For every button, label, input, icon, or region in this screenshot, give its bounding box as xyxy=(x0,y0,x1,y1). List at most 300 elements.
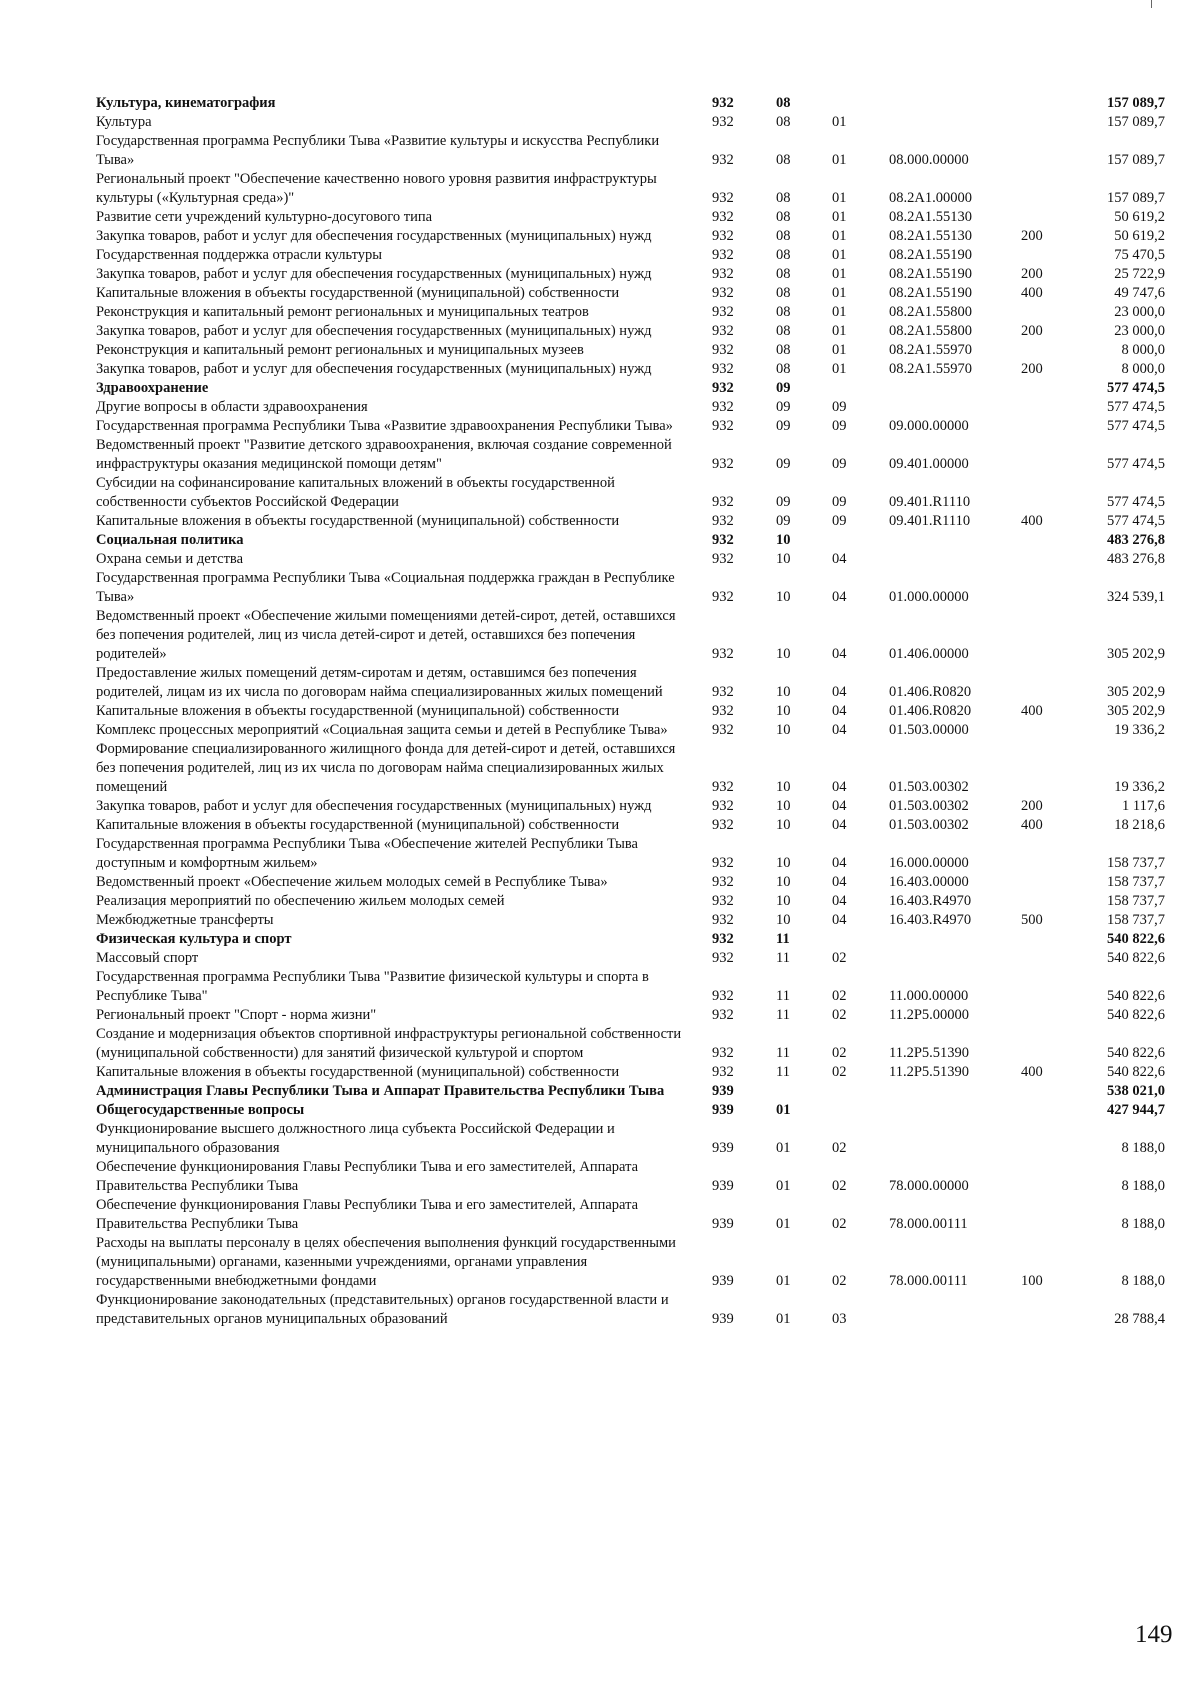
admin-code: 932 xyxy=(712,399,734,415)
table-row xyxy=(0,569,1200,607)
admin-code: 932 xyxy=(712,209,734,225)
admin-code: 939 xyxy=(712,1083,734,1099)
section-code: 01 xyxy=(776,1311,791,1327)
amount: 19 336,2 xyxy=(1114,722,1165,738)
admin-code: 932 xyxy=(712,304,734,320)
expense-type-code: 200 xyxy=(1021,228,1043,244)
row-name: Закупка товаров, работ и услуг для обеспечения государственных (муниципальных) нужд xyxy=(96,228,652,244)
section-code: 11 xyxy=(776,988,790,1004)
table-row xyxy=(0,873,1200,892)
row-name: Ведомственный проект «Обеспечение жилыми помещениями детей-сирот, детей, оставшихся без попечения родителей, лиц из числа детей-сирот и детей, оставшихся без попечения родителей» xyxy=(96,608,676,662)
amount: 49 747,6 xyxy=(1114,285,1165,301)
subsection-code: 02 xyxy=(832,1045,847,1061)
section-code: 01 xyxy=(776,1140,791,1156)
row-name: Культура xyxy=(96,114,152,130)
admin-code: 932 xyxy=(712,342,734,358)
section-code: 11 xyxy=(776,1064,790,1080)
subsection-code: 01 xyxy=(832,247,847,263)
target-article-code: 01.503.00000 xyxy=(889,722,969,738)
admin-code: 932 xyxy=(712,855,734,871)
admin-code: 932 xyxy=(712,285,734,301)
target-article-code: 09.401.R1110 xyxy=(889,494,971,510)
amount: 483 276,8 xyxy=(1107,551,1165,567)
section-code: 08 xyxy=(776,361,791,377)
amount: 8 188,0 xyxy=(1121,1216,1165,1232)
subsection-code: 01 xyxy=(832,323,847,339)
row-name: Другие вопросы в области здравоохранения xyxy=(96,399,368,415)
table-row xyxy=(0,797,1200,816)
section-code: 09 xyxy=(776,399,791,415)
target-article-code: 08.2A1.00000 xyxy=(889,190,972,206)
subsection-code: 01 xyxy=(832,361,847,377)
target-article-code: 78.000.00111 xyxy=(889,1216,968,1232)
section-code: 08 xyxy=(776,342,791,358)
target-article-code: 09.401.R1110 xyxy=(889,513,971,529)
section-code: 08 xyxy=(776,190,791,206)
subsection-code: 09 xyxy=(832,399,847,415)
target-article-code: 01.503.00302 xyxy=(889,798,969,814)
row-name: Капитальные вложения в объекты государственной (муниципальной) собственности xyxy=(96,513,620,529)
table-row xyxy=(0,170,1200,208)
admin-code: 932 xyxy=(712,247,734,263)
admin-code: 939 xyxy=(712,1273,734,1289)
admin-code: 932 xyxy=(712,950,734,966)
section-code: 10 xyxy=(776,551,791,567)
admin-code: 932 xyxy=(712,988,734,1004)
row-name: Социальная политика xyxy=(96,532,244,548)
expense-type-code: 200 xyxy=(1021,798,1043,814)
row-name: Охрана семьи и детства xyxy=(96,551,244,567)
subsection-code: 04 xyxy=(832,893,847,909)
subsection-code: 01 xyxy=(832,190,847,206)
row-name: Функционирование законодательных (представительных) органов государственной власти и представительных органов муниципальных образований xyxy=(96,1292,669,1327)
subsection-code: 04 xyxy=(832,722,847,738)
subsection-code: 01 xyxy=(832,285,847,301)
section-code: 10 xyxy=(776,855,791,871)
expense-type-code: 200 xyxy=(1021,323,1043,339)
row-name: Межбюджетные трансферты xyxy=(96,912,274,928)
subsection-code: 09 xyxy=(832,494,847,510)
admin-code: 932 xyxy=(712,722,734,738)
table-row xyxy=(0,835,1200,873)
expense-type-code: 200 xyxy=(1021,266,1043,282)
target-article-code: 11.000.00000 xyxy=(889,988,969,1004)
target-article-code: 16.000.00000 xyxy=(889,855,969,871)
table-row xyxy=(0,227,1200,246)
table-row xyxy=(0,1120,1200,1158)
admin-code: 932 xyxy=(712,551,734,567)
amount: 540 822,6 xyxy=(1107,988,1165,1004)
amount: 157 089,7 xyxy=(1107,114,1165,130)
subsection-code: 04 xyxy=(832,798,847,814)
subsection-code: 01 xyxy=(832,114,847,130)
row-name: Закупка товаров, работ и услуг для обеспечения государственных (муниципальных) нужд xyxy=(96,323,652,339)
admin-code: 932 xyxy=(712,228,734,244)
amount: 75 470,5 xyxy=(1114,247,1165,263)
subsection-code: 04 xyxy=(832,912,847,928)
target-article-code: 01.503.00302 xyxy=(889,779,969,795)
admin-code: 932 xyxy=(712,95,734,111)
section-code: 08 xyxy=(776,285,791,301)
expense-type-code: 200 xyxy=(1021,361,1043,377)
section-code: 08 xyxy=(776,247,791,263)
section-code: 08 xyxy=(776,152,791,168)
row-name: Закупка товаров, работ и услуг для обеспечения государственных (муниципальных) нужд xyxy=(96,361,652,377)
subsection-code: 04 xyxy=(832,551,847,567)
subsection-code: 01 xyxy=(832,342,847,358)
table-row xyxy=(0,303,1200,322)
section-code: 08 xyxy=(776,304,791,320)
row-name: Субсидии на софинансирование капитальных вложений в объекты государственной собственности субъектов Российской Федерации xyxy=(96,475,615,510)
subsection-code: 09 xyxy=(832,418,847,434)
amount: 577 474,5 xyxy=(1107,380,1165,396)
table-row xyxy=(0,474,1200,512)
amount: 427 944,7 xyxy=(1107,1102,1165,1118)
table-row xyxy=(0,436,1200,474)
subsection-code: 02 xyxy=(832,950,847,966)
section-code: 10 xyxy=(776,798,791,814)
table-row xyxy=(0,531,1200,550)
section-code: 10 xyxy=(776,779,791,795)
section-code: 08 xyxy=(776,95,791,111)
target-article-code: 01.000.00000 xyxy=(889,589,969,605)
admin-code: 932 xyxy=(712,893,734,909)
table-row xyxy=(0,911,1200,930)
target-article-code: 08.2A1.55800 xyxy=(889,304,972,320)
target-article-code: 08.2A1.55130 xyxy=(889,209,972,225)
target-article-code: 08.2A1.55970 xyxy=(889,361,972,377)
row-name: Здравоохранение xyxy=(96,380,209,396)
table-row xyxy=(0,1234,1200,1291)
target-article-code: 08.000.00000 xyxy=(889,152,969,168)
amount: 305 202,9 xyxy=(1107,703,1165,719)
table-row xyxy=(0,94,1200,113)
amount: 158 737,7 xyxy=(1107,874,1165,890)
amount: 538 021,0 xyxy=(1107,1083,1165,1099)
amount: 8 000,0 xyxy=(1121,342,1165,358)
subsection-code: 01 xyxy=(832,209,847,225)
subsection-code: 02 xyxy=(832,1216,847,1232)
row-name: Культура, кинематография xyxy=(96,95,276,111)
row-name: Капитальные вложения в объекты государственной (муниципальной) собственности xyxy=(96,817,620,833)
admin-code: 932 xyxy=(712,114,734,130)
section-code: 11 xyxy=(776,1007,790,1023)
target-article-code: 01.406.00000 xyxy=(889,646,969,662)
amount: 8 188,0 xyxy=(1121,1140,1165,1156)
table-row xyxy=(0,398,1200,417)
budget-table xyxy=(0,94,1200,1329)
admin-code: 932 xyxy=(712,494,734,510)
subsection-code: 02 xyxy=(832,1178,847,1194)
section-code: 11 xyxy=(776,950,790,966)
row-name: Физическая культура и спорт xyxy=(96,931,292,947)
section-code: 09 xyxy=(776,513,791,529)
admin-code: 932 xyxy=(712,513,734,529)
amount: 23 000,0 xyxy=(1114,304,1165,320)
subsection-code: 02 xyxy=(832,1064,847,1080)
section-code: 11 xyxy=(776,931,790,947)
row-name: Функционирование высшего должностного лица субъекта Российской Федерации и муниципального образования xyxy=(96,1121,615,1156)
row-name: Расходы на выплаты персоналу в целях обеспечения выполнения функций государственными (муниципальными) органами, казенными учреждениями, органами управления государственными внебюджетными фондами xyxy=(96,1235,676,1289)
row-name: Закупка товаров, работ и услуг для обеспечения государственных (муниципальных) нужд xyxy=(96,798,652,814)
admin-code: 939 xyxy=(712,1102,734,1118)
expense-type-code: 100 xyxy=(1021,1273,1043,1289)
table-row xyxy=(0,512,1200,531)
target-article-code: 08.2A1.55190 xyxy=(889,285,972,301)
subsection-code: 09 xyxy=(832,513,847,529)
row-name: Комплекс процессных мероприятий «Социальная защита семьи и детей в Республике Тыва» xyxy=(96,722,668,738)
section-code: 09 xyxy=(776,380,791,396)
amount: 305 202,9 xyxy=(1107,684,1165,700)
section-code: 10 xyxy=(776,646,791,662)
section-code: 08 xyxy=(776,323,791,339)
row-name: Государственная поддержка отрасли культуры xyxy=(96,247,382,263)
target-article-code: 16.403.R4970 xyxy=(889,912,972,928)
admin-code: 932 xyxy=(712,817,734,833)
section-code: 10 xyxy=(776,893,791,909)
table-row xyxy=(0,1025,1200,1063)
admin-code: 932 xyxy=(712,380,734,396)
amount: 25 722,9 xyxy=(1114,266,1165,282)
subsection-code: 03 xyxy=(832,1311,847,1327)
row-name: Ведомственный проект "Развитие детского здравоохранения, включая создание современной инфраструктуры оказания медицинской помощи детям" xyxy=(96,437,672,472)
row-name: Региональный проект "Обеспечение качественно нового уровня развития инфраструктуры культуры («Культурная среда»)" xyxy=(96,171,657,206)
table-row xyxy=(0,265,1200,284)
subsection-code: 02 xyxy=(832,988,847,1004)
amount: 158 737,7 xyxy=(1107,855,1165,871)
table-row xyxy=(0,1158,1200,1196)
section-code: 01 xyxy=(776,1178,791,1194)
expense-type-code: 500 xyxy=(1021,912,1043,928)
target-article-code: 11.2P5.51390 xyxy=(889,1064,970,1080)
admin-code: 932 xyxy=(712,779,734,795)
target-article-code: 78.000.00111 xyxy=(889,1273,968,1289)
row-name: Капитальные вложения в объекты государственной (муниципальной) собственности xyxy=(96,703,620,719)
row-name: Обеспечение функционирования Главы Республики Тыва и его заместителей, Аппарата Правительства Республики Тыва xyxy=(96,1197,639,1232)
admin-code: 939 xyxy=(712,1311,734,1327)
admin-code: 932 xyxy=(712,532,734,548)
target-article-code: 09.000.00000 xyxy=(889,418,969,434)
row-name: Ведомственный проект «Обеспечение жильем молодых семей в Республике Тыва» xyxy=(96,874,608,890)
table-row xyxy=(0,1063,1200,1082)
expense-type-code: 400 xyxy=(1021,513,1043,529)
row-name: Государственная программа Республики Тыва «Развитие здравоохранения Республики Тыва» xyxy=(96,418,673,434)
table-row xyxy=(0,113,1200,132)
table-row xyxy=(0,664,1200,702)
table-row xyxy=(0,132,1200,170)
table-row xyxy=(0,816,1200,835)
admin-code: 932 xyxy=(712,152,734,168)
section-code: 01 xyxy=(776,1273,791,1289)
section-code: 01 xyxy=(776,1102,791,1118)
amount: 157 089,7 xyxy=(1107,95,1165,111)
amount: 8 188,0 xyxy=(1121,1273,1165,1289)
section-code: 01 xyxy=(776,1216,791,1232)
admin-code: 939 xyxy=(712,1216,734,1232)
subsection-code: 04 xyxy=(832,779,847,795)
amount: 50 619,2 xyxy=(1114,228,1165,244)
row-name: Капитальные вложения в объекты государственной (муниципальной) собственности xyxy=(96,1064,620,1080)
amount: 8 188,0 xyxy=(1121,1178,1165,1194)
subsection-code: 04 xyxy=(832,703,847,719)
table-row xyxy=(0,246,1200,265)
amount: 305 202,9 xyxy=(1107,646,1165,662)
section-code: 08 xyxy=(776,209,791,225)
target-article-code: 78.000.00000 xyxy=(889,1178,969,1194)
section-code: 08 xyxy=(776,266,791,282)
row-name: Реализация мероприятий по обеспечению жильем молодых семей xyxy=(96,893,505,909)
section-code: 10 xyxy=(776,532,791,548)
expense-type-code: 400 xyxy=(1021,817,1043,833)
subsection-code: 02 xyxy=(832,1273,847,1289)
row-name: Реконструкция и капитальный ремонт региональных и муниципальных театров xyxy=(96,304,589,320)
table-row xyxy=(0,721,1200,740)
subsection-code: 04 xyxy=(832,874,847,890)
admin-code: 932 xyxy=(712,456,734,472)
expense-type-code: 400 xyxy=(1021,1064,1043,1080)
amount: 28 788,4 xyxy=(1114,1311,1165,1327)
expense-type-code: 400 xyxy=(1021,285,1043,301)
row-name: Создание и модернизация объектов спортивной инфраструктуры региональной собственности (муниципальной собственности) для занятий физической культурой и спортом xyxy=(96,1026,682,1061)
amount: 8 000,0 xyxy=(1121,361,1165,377)
admin-code: 932 xyxy=(712,323,734,339)
section-code: 10 xyxy=(776,589,791,605)
target-article-code: 16.403.00000 xyxy=(889,874,969,890)
amount: 577 474,5 xyxy=(1107,494,1165,510)
admin-code: 939 xyxy=(712,1140,734,1156)
admin-code: 932 xyxy=(712,684,734,700)
subsection-code: 09 xyxy=(832,456,847,472)
expense-type-code: 400 xyxy=(1021,703,1043,719)
table-row xyxy=(0,284,1200,303)
subsection-code: 01 xyxy=(832,152,847,168)
subsection-code: 02 xyxy=(832,1007,847,1023)
admin-code: 932 xyxy=(712,589,734,605)
row-name: Капитальные вложения в объекты государственной (муниципальной) собственности xyxy=(96,285,620,301)
admin-code: 932 xyxy=(712,266,734,282)
row-name: Государственная программа Республики Тыва «Развитие культуры и искусства Республики Тыва» xyxy=(96,133,660,168)
amount: 19 336,2 xyxy=(1114,779,1165,795)
admin-code: 932 xyxy=(712,703,734,719)
table-row xyxy=(0,208,1200,227)
admin-code: 939 xyxy=(712,1178,734,1194)
subsection-code: 02 xyxy=(832,1140,847,1156)
row-name: Государственная программа Республики Тыва "Развитие физической культуры и спорта в Республике Тыва" xyxy=(96,969,649,1004)
target-article-code: 08.2A1.55800 xyxy=(889,323,972,339)
row-name: Реконструкция и капитальный ремонт региональных и муниципальных музеев xyxy=(96,342,584,358)
target-article-code: 11.2P5.00000 xyxy=(889,1007,970,1023)
amount: 540 822,6 xyxy=(1107,1064,1165,1080)
amount: 50 619,2 xyxy=(1114,209,1165,225)
page-number: 149 xyxy=(1135,1621,1173,1648)
amount: 324 539,1 xyxy=(1107,589,1165,605)
amount: 23 000,0 xyxy=(1114,323,1165,339)
admin-code: 932 xyxy=(712,1064,734,1080)
amount: 540 822,6 xyxy=(1107,931,1165,947)
admin-code: 932 xyxy=(712,1007,734,1023)
amount: 1 117,6 xyxy=(1122,798,1165,814)
subsection-code: 01 xyxy=(832,304,847,320)
amount: 158 737,7 xyxy=(1107,912,1165,928)
table-row xyxy=(0,892,1200,911)
table-row xyxy=(0,930,1200,949)
target-article-code: 08.2A1.55130 xyxy=(889,228,972,244)
table-row xyxy=(0,1006,1200,1025)
section-code: 08 xyxy=(776,114,791,130)
table-row xyxy=(0,1291,1200,1329)
target-article-code: 11.2P5.51390 xyxy=(889,1045,970,1061)
admin-code: 932 xyxy=(712,798,734,814)
amount: 577 474,5 xyxy=(1107,513,1165,529)
section-code: 08 xyxy=(776,228,791,244)
subsection-code: 04 xyxy=(832,817,847,833)
section-code: 10 xyxy=(776,817,791,833)
table-row xyxy=(0,1082,1200,1101)
amount: 158 737,7 xyxy=(1107,893,1165,909)
table-row xyxy=(0,949,1200,968)
admin-code: 932 xyxy=(712,931,734,947)
amount: 577 474,5 xyxy=(1107,399,1165,415)
row-name: Администрация Главы Республики Тыва и Аппарат Правительства Республики Тыва xyxy=(96,1083,665,1099)
table-row xyxy=(0,607,1200,664)
table-row xyxy=(0,740,1200,797)
target-article-code: 08.2A1.55970 xyxy=(889,342,972,358)
table-row xyxy=(0,968,1200,1006)
amount: 540 822,6 xyxy=(1107,950,1165,966)
admin-code: 932 xyxy=(712,874,734,890)
row-name: Обеспечение функционирования Главы Республики Тыва и его заместителей, Аппарата Правительства Республики Тыва xyxy=(96,1159,639,1194)
table-row xyxy=(0,417,1200,436)
row-name: Государственная программа Республики Тыва «Обеспечение жителей Республики Тыва доступным и комфортным жильем» xyxy=(96,836,638,871)
subsection-code: 04 xyxy=(832,646,847,662)
table-row xyxy=(0,322,1200,341)
section-code: 10 xyxy=(776,722,791,738)
amount: 540 822,6 xyxy=(1107,1045,1165,1061)
amount: 577 474,5 xyxy=(1107,418,1165,434)
scan-mark xyxy=(1151,0,1152,8)
section-code: 10 xyxy=(776,874,791,890)
section-code: 10 xyxy=(776,703,791,719)
table-row xyxy=(0,379,1200,398)
target-article-code: 08.2A1.55190 xyxy=(889,247,972,263)
amount: 157 089,7 xyxy=(1107,152,1165,168)
section-code: 10 xyxy=(776,912,791,928)
admin-code: 932 xyxy=(712,418,734,434)
target-article-code: 09.401.00000 xyxy=(889,456,969,472)
amount: 540 822,6 xyxy=(1107,1007,1165,1023)
row-name: Закупка товаров, работ и услуг для обеспечения государственных (муниципальных) нужд xyxy=(96,266,652,282)
subsection-code: 01 xyxy=(832,228,847,244)
row-name: Предоставление жилых помещений детям-сиротам и детям, оставшимся без попечения родителей, лицам из их числа по договорам найма специализированных жилых помещений xyxy=(96,665,663,700)
table-row xyxy=(0,1101,1200,1120)
amount: 18 218,6 xyxy=(1114,817,1165,833)
target-article-code: 16.403.R4970 xyxy=(889,893,972,909)
table-row xyxy=(0,341,1200,360)
amount: 157 089,7 xyxy=(1107,190,1165,206)
table-row xyxy=(0,702,1200,721)
row-name: Общегосударственные вопросы xyxy=(96,1102,305,1118)
section-code: 09 xyxy=(776,494,791,510)
admin-code: 932 xyxy=(712,190,734,206)
table-row xyxy=(0,550,1200,569)
subsection-code: 04 xyxy=(832,684,847,700)
amount: 577 474,5 xyxy=(1107,456,1165,472)
target-article-code: 08.2A1.55190 xyxy=(889,266,972,282)
row-name: Формирование специализированного жилищного фонда для детей-сирот и детей, оставшихся без попечения родителей, лиц из их числа по договорам найма специализированных жилых помещений xyxy=(96,741,676,795)
target-article-code: 01.406.R0820 xyxy=(889,684,972,700)
admin-code: 932 xyxy=(712,361,734,377)
amount: 483 276,8 xyxy=(1107,532,1165,548)
